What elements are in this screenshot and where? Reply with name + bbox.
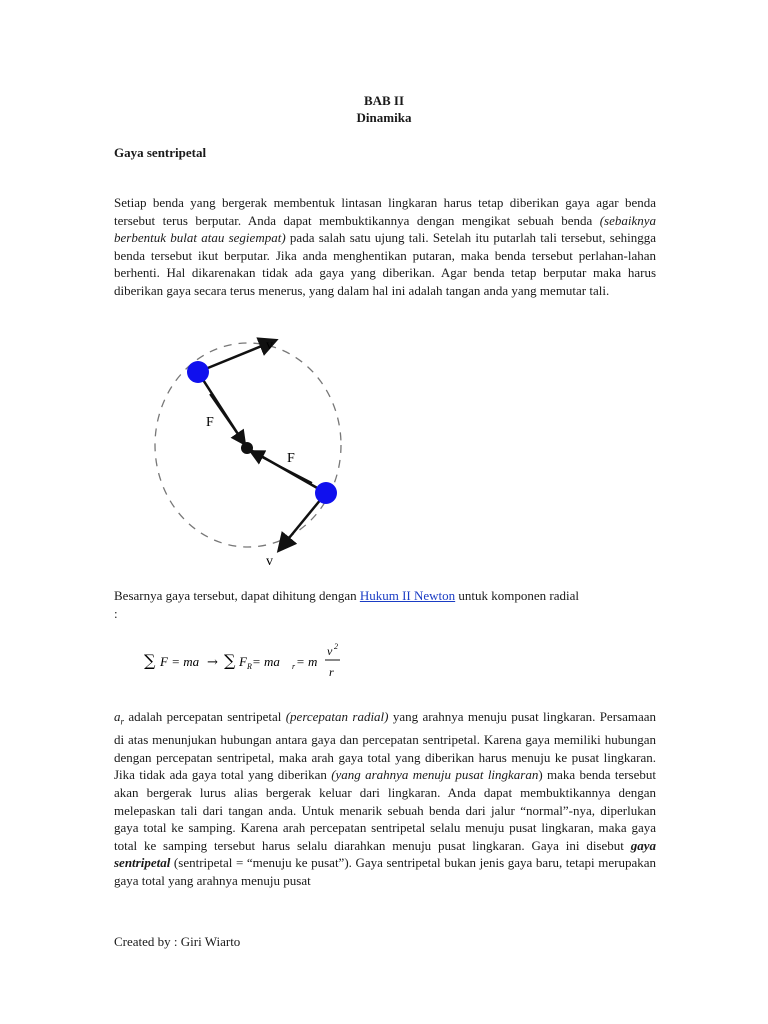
centripetal-force-formula	[140, 638, 380, 688]
velocity-arrow-top	[198, 341, 274, 372]
svg-text:R: R	[247, 662, 252, 671]
svg-text:= ma: = ma	[252, 654, 280, 669]
svg-text:F = ma: F = ma	[160, 654, 200, 669]
svg-text:∑: ∑	[144, 651, 156, 670]
newton-law-link[interactable]: Hukum II Newton	[359, 588, 456, 603]
intro-paragraph: Setiap benda yang bergerak membentuk lintasan lingkaran harus tetap diberikan gaya agar benda tersebut terus berputar. Anda dapat membuktikannya dengan mengikat sebuah benda (sebaiknya berbentuk bulat atau segiempat) pada salah satu ujung tali. Setelah itu putarlah tali tersebut, sehingga benda tersebut ikut berputar. Jika anda menghentikan putaran, maka benda tersebut perlahan-lahan berhenti. Hal dikarenakan tidak ada gaya yang diberikan. Agar benda tetap berputar maka harus diberikan gaya secara terus menerus, yang dalam hal ini adalah tangan anda yang memutar tali.	[114, 195, 656, 298]
force-arrow-lower	[252, 452, 312, 483]
svg-text:v: v	[327, 644, 333, 658]
explanation-paragraph: $a_r$ adalah percepatan sentripetal (percepatan radial) yang arahnya menuju pusat lingkaran. Persamaan di atas menunjukan hubungan antara gaya dan percepatan sentripetal. Karena gaya memiliki hubungan dengan percepatan sentripetal, maka arah gaya total yang diberikan harus menuju ke pusat lingkaran. Jika tidak ada gaya total yang diberikan (yang arahnya menuju pusat lingkaran) maka benda tersebut akan bergerak lurus alias bergerak keluar dari lingkaran. Anda dapat membuktikannya dengan melepaskan tali dari tangan anda. Untuk menarik sebuah benda dari jalur “normal”-nya, diperlukan gaya total ke samping. Karena arah percepatan sentripetal selalu menuju pusat lingkaran, maka gaya total ke samping tersebut harus selalu diarahkan menuju pusat lingkaran. Gaya ini disebut gaya sentripetal (sentripetal = “menuju ke pusat”). Gaya sentripetal bukan jenis gaya baru, tetapi merupakan gaya total yang arahnya menuju pusat	[114, 709, 656, 888]
svg-text:r: r	[292, 662, 296, 671]
chapter-subtitle: Dinamika	[356, 110, 412, 125]
svg-text:r: r	[329, 665, 334, 679]
circular-motion-diagram	[140, 332, 380, 572]
label-f-upper: F	[206, 415, 214, 430]
label-f-lower: F	[287, 451, 295, 466]
svg-text:F: F	[239, 654, 247, 669]
svg-text:= m: = m	[296, 654, 318, 669]
chapter-title: BAB II	[363, 93, 405, 108]
ball-bottom	[315, 482, 337, 504]
center-point	[241, 442, 253, 454]
ball-top	[187, 361, 209, 383]
label-v-top: v	[266, 338, 273, 353]
label-v-bottom: v	[266, 554, 273, 569]
author-footer: Created by : Giri Wiarto	[114, 934, 241, 949]
svg-text:∑: ∑	[224, 651, 236, 670]
svg-text:2: 2	[334, 642, 338, 651]
newton-paragraph: Besarnya gaya tersebut, dapat dihitung dengan Hukum II Newton untuk komponen radial :	[114, 588, 580, 621]
section-title: Gaya sentripetal	[114, 145, 207, 160]
svg-text:→: →	[207, 655, 218, 670]
force-arrow-upper	[210, 394, 244, 443]
